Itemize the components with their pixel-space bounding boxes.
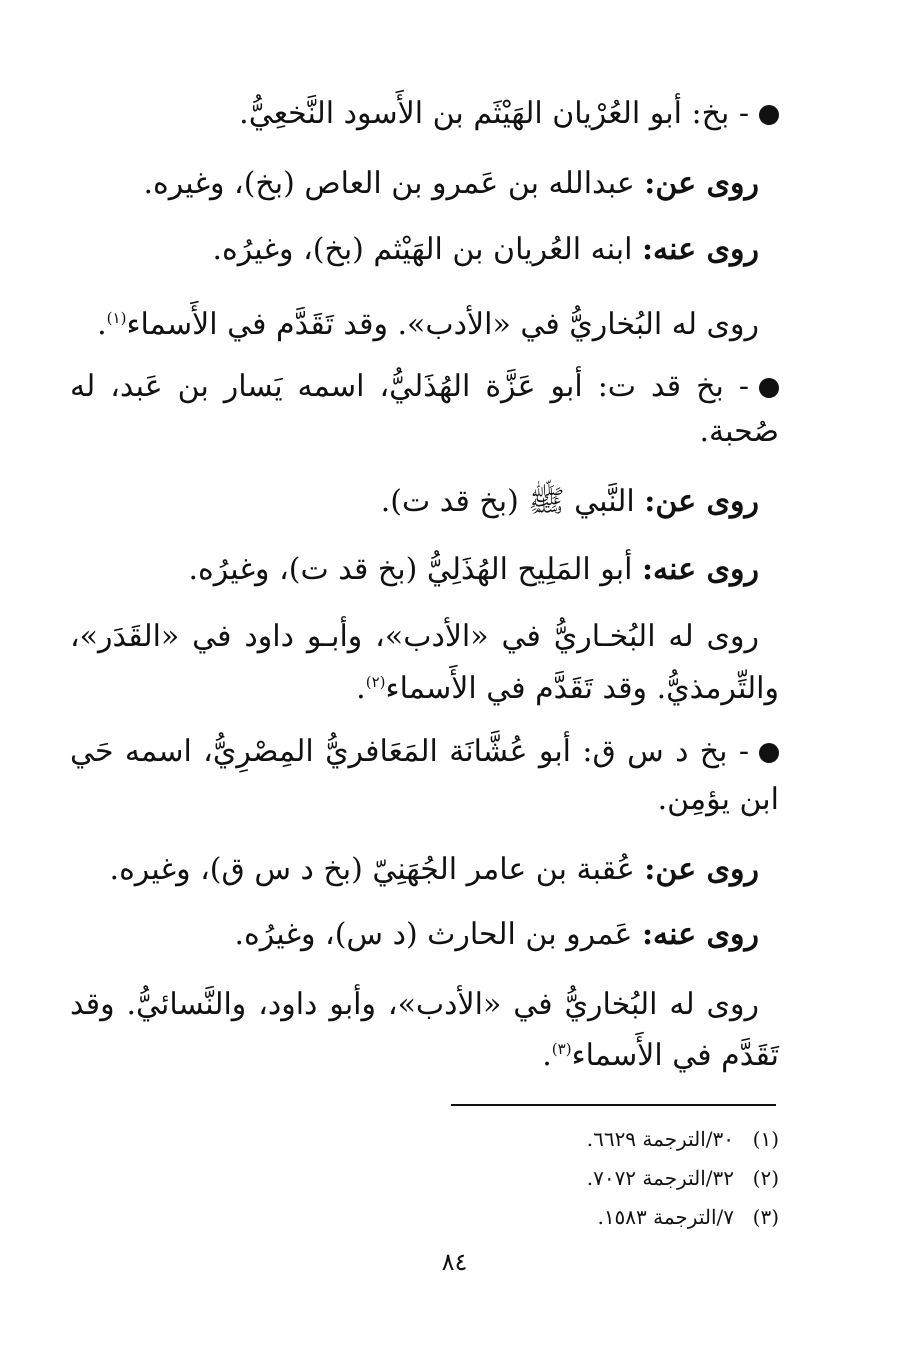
entry-3-heading-cont: ابن يؤمِن. xyxy=(657,782,779,817)
bullet-icon xyxy=(759,378,779,398)
entry-1-rawa-anhu: روى عنه: ابنه العُريان بن الهَيْثم (بخ)، وغيرُه. xyxy=(212,232,759,267)
entry-3-rawa-anhu: روى عنه: عَمرو بن الحارث (د س)، وغيرُه. xyxy=(234,917,759,952)
bullet-icon xyxy=(759,105,779,125)
footnote-divider xyxy=(451,1104,776,1106)
entry-3-rawa-lahu: روى له البُخاريُّ في «الأدب»، وأبو داود، والنَّسائيُّ. وقد xyxy=(70,987,759,1022)
entry-3-heading: - بخ د س ق: أبو عُشَّانَة المَعَافريُّ المِصْرِيُّ، اسمه حَي xyxy=(70,730,779,774)
entry-1-rawa-an: روى عن: عبدالله بن عَمرو بن العاص (بخ)، وغيره. xyxy=(143,166,759,201)
entry-2-heading-cont: صُحبة. xyxy=(699,414,779,449)
entry-2-rawa-lahu: روى له البُخـاريُّ في «الأدب»، وأبـو داود في «القَدَر»، xyxy=(70,619,759,654)
entry-2-rawa-anhu: روى عنه: أبو المَلِيح الهُذَلِيُّ (بخ قد ت)، وغيرُه. xyxy=(188,552,759,587)
entry-2-rawa-lahu-cont: والتِّرمذيُّ. وقد تَقَدَّم في الأَسماء$^{(٢)}$. xyxy=(356,671,779,706)
footnote-3: (٣)٧/الترجمة ١٥٨٣. xyxy=(597,1205,779,1229)
entry-3-rawa-lahu-cont: تَقَدَّم في الأَسماء$^{(٣)}$. xyxy=(542,1038,779,1073)
entry-2-rawa-an: روى عن: النَّبي ﷺ (بخ قد ت). xyxy=(380,484,759,519)
bullet-icon xyxy=(759,743,779,763)
footnote-2: (٢)٣٢/الترجمة ٧٠٧٢. xyxy=(586,1166,779,1190)
page-number: ٨٤ xyxy=(441,1248,468,1276)
footnote-1: (١)٣٠/الترجمة ٦٦٢٩. xyxy=(586,1127,779,1151)
entry-2-heading: - بخ قد ت: أبو عَزَّة الهُذَليُّ، اسمه يَسار بن عَبد، له xyxy=(70,365,779,409)
entry-3-rawa-an: روى عن: عُقبة بن عامر الجُهَنِيّ (بخ د س ق)، وغيره. xyxy=(109,852,759,887)
entry-1-rawa-lahu: روى له البُخاريُّ في «الأدب». وقد تَقَدَّم في الأَسماء$^{(١)}$. xyxy=(97,307,759,342)
entry-1-heading: - بخ: أبو العُرْيان الهَيْثَم بن الأَسود النَّخعِيُّ. xyxy=(70,92,779,136)
